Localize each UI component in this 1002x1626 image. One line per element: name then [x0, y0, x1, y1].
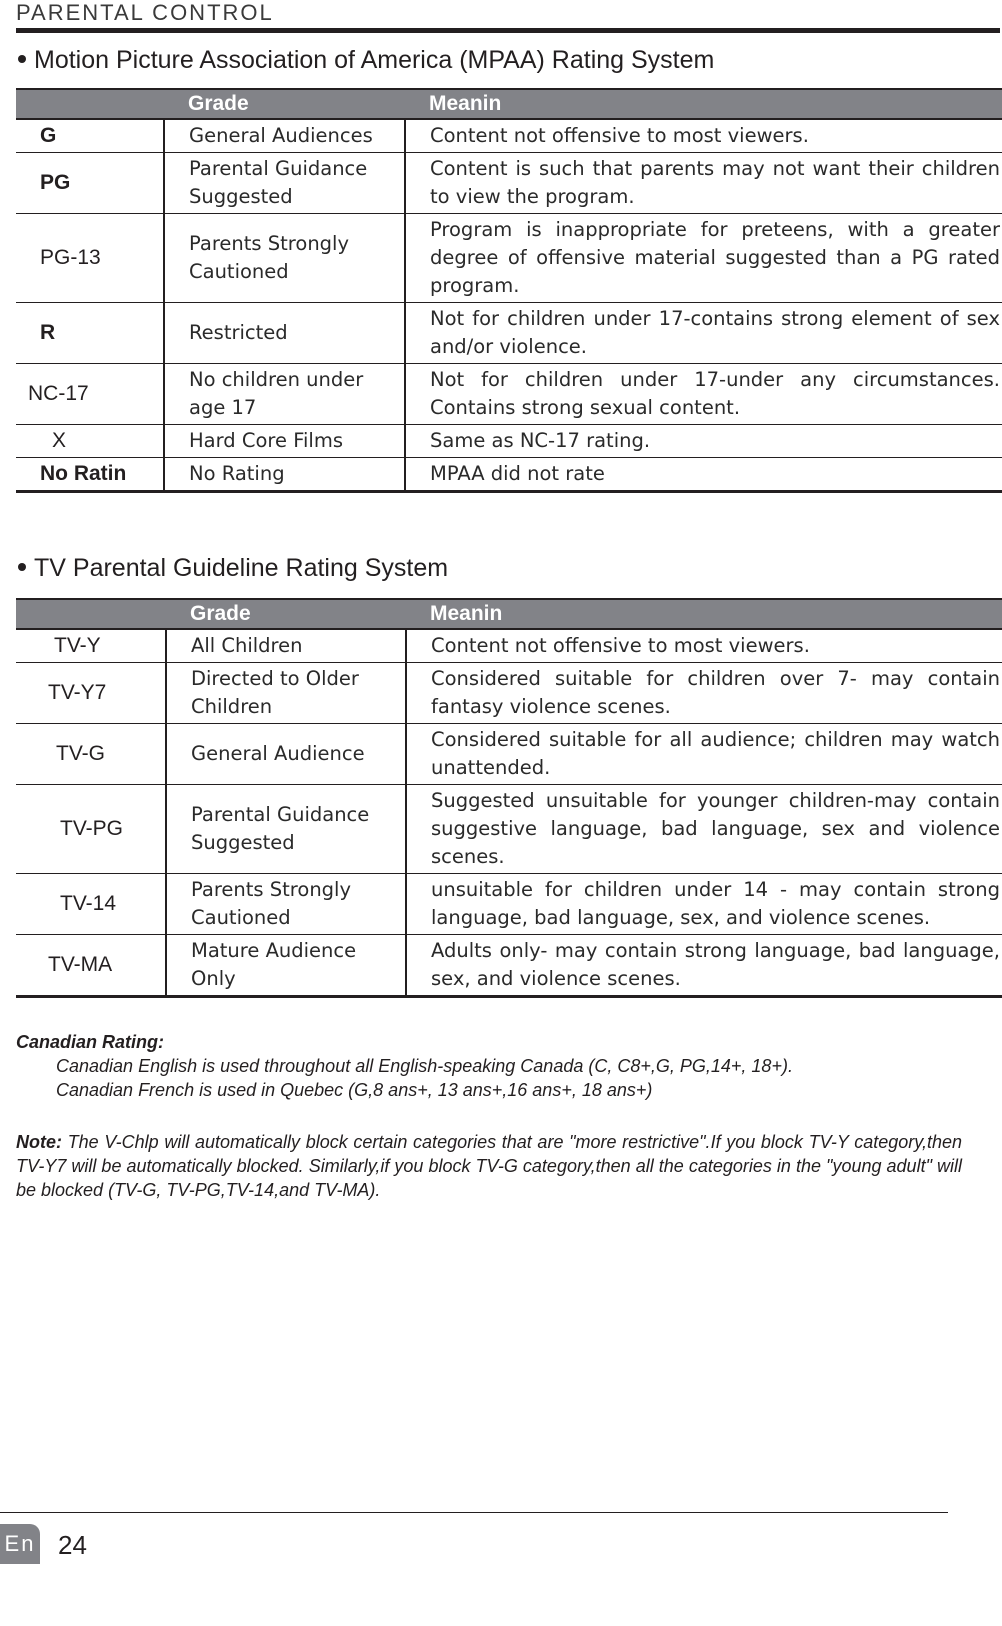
code-column-header	[16, 89, 164, 119]
rating-code: G	[16, 119, 164, 153]
rating-meaning: Suggested unsuitable for younger children-may contain suggestive language, bad language, sex and violence scenes.	[406, 785, 1002, 874]
canadian-french-text: Canadian French is used in Quebec (G,8 ans+, 13 ans+,16 ans+, 18 ans+)	[56, 1080, 653, 1100]
tv-section-title	[16, 554, 448, 583]
meaning-column-header: Meanin	[405, 89, 1002, 119]
grade-column-header: Grade	[166, 599, 406, 629]
page-title: PARENTAL CONTROL	[16, 0, 274, 25]
table-row	[16, 629, 1002, 663]
note-text: The V-Chlp will automatically block certain categories that are "more restrictive".If you block TV-Y category,then TV-Y7 will be automatically blocked. Similarly,if you block TV-G category,then all the categories in the "young adult" will be blocked (TV-G, TV-PG,TV-14,and TV-MA).	[16, 1132, 962, 1200]
rating-code: TV-Y7	[16, 663, 166, 724]
page-number: 24	[58, 1530, 87, 1560]
tv-title-text: TV Parental Guideline Rating System	[34, 554, 449, 582]
rating-meaning: Content not offensive to most viewers.	[406, 629, 1002, 663]
table-row	[16, 458, 1002, 492]
rating-code: X	[16, 425, 164, 458]
table-header-row	[16, 599, 1002, 629]
mpaa-title-text: Motion Picture Association of America (MPAA) Rating System	[34, 46, 715, 74]
rating-meaning: Considered suitable for children over 7- may contain fantasy violence scenes.	[406, 663, 1002, 724]
rating-meaning: Content not offensive to most viewers.	[405, 119, 1002, 153]
rating-grade: Mature Audience Only	[166, 935, 406, 997]
rating-code: PG	[16, 153, 164, 214]
canadian-rating-heading: Canadian Rating:	[16, 1032, 165, 1052]
table-row	[16, 663, 1002, 724]
rating-meaning: MPAA did not rate	[405, 458, 1002, 492]
language-badge: En	[0, 1524, 40, 1564]
table-row	[16, 874, 1002, 935]
table-row	[16, 724, 1002, 785]
rating-grade: All Children	[166, 629, 406, 663]
rating-grade: No Rating	[164, 458, 405, 492]
rating-grade: No children under age 17	[164, 364, 405, 425]
rating-meaning: Not for children under 17-under any circumstances. Contains strong sexual content.	[405, 364, 1002, 425]
rating-meaning: unsuitable for children under 14 - may contain strong language, bad language, sex, and violence scenes.	[406, 874, 1002, 935]
rating-code: TV-PG	[16, 785, 166, 874]
table-row	[16, 425, 1002, 458]
grade-column-header: Grade	[164, 89, 405, 119]
table-row	[16, 303, 1002, 364]
meaning-column-header: Meanin	[406, 599, 1002, 629]
rating-meaning: Adults only- may contain strong language, bad language, sex, and violence scenes.	[406, 935, 1002, 997]
table-row	[16, 153, 1002, 214]
rating-grade: General Audiences	[164, 119, 405, 153]
rating-meaning: Considered suitable for all audience; children may watch unattended.	[406, 724, 1002, 785]
rating-grade: Directed to Older Children	[166, 663, 406, 724]
bullet-icon	[18, 563, 26, 571]
mpaa-section-title	[16, 46, 714, 75]
code-column-header	[16, 599, 166, 629]
rating-grade: Parental Guidance Suggested	[166, 785, 406, 874]
rating-grade: Restricted	[164, 303, 405, 364]
bullet-icon	[18, 55, 26, 63]
table-row	[16, 119, 1002, 153]
footer-rule	[0, 1512, 948, 1513]
table-row	[16, 935, 1002, 997]
rating-meaning: Program is inappropriate for preteens, with a greater degree of offensive material suggested than a PG rated program.	[405, 214, 1002, 303]
rating-grade: Parents Strongly Cautioned	[166, 874, 406, 935]
table-row	[16, 785, 1002, 874]
note-label: Note:	[16, 1132, 62, 1152]
rating-code: No Ratin	[16, 458, 164, 492]
rating-code: PG-13	[16, 214, 164, 303]
rating-grade: Parents Strongly Cautioned	[164, 214, 405, 303]
rating-code: TV-Y	[16, 629, 166, 663]
rating-meaning: Same as NC-17 rating.	[405, 425, 1002, 458]
rating-code: TV-G	[16, 724, 166, 785]
rating-code: NC-17	[16, 364, 164, 425]
rating-grade: Parental Guidance Suggested	[164, 153, 405, 214]
note-block	[16, 1130, 962, 1202]
canadian-english-text: Canadian English is used throughout all English-speaking Canada (C, C8+,G, PG,14+, 18+).	[56, 1056, 793, 1076]
rating-code: TV-14	[16, 874, 166, 935]
mpaa-rating-table	[16, 88, 1002, 493]
rating-grade: General Audience	[166, 724, 406, 785]
table-row	[16, 214, 1002, 303]
rating-grade: Hard Core Films	[164, 425, 405, 458]
header-rule	[16, 28, 1000, 33]
rating-code: TV-MA	[16, 935, 166, 997]
rating-code: R	[16, 303, 164, 364]
tv-rating-table	[16, 598, 1002, 998]
table-row	[16, 364, 1002, 425]
canadian-rating-block	[16, 1030, 962, 1102]
rating-meaning: Not for children under 17-contains strong element of sex and/or violence.	[405, 303, 1002, 364]
rating-meaning: Content is such that parents may not want their children to view the program.	[405, 153, 1002, 214]
table-header-row	[16, 89, 1002, 119]
